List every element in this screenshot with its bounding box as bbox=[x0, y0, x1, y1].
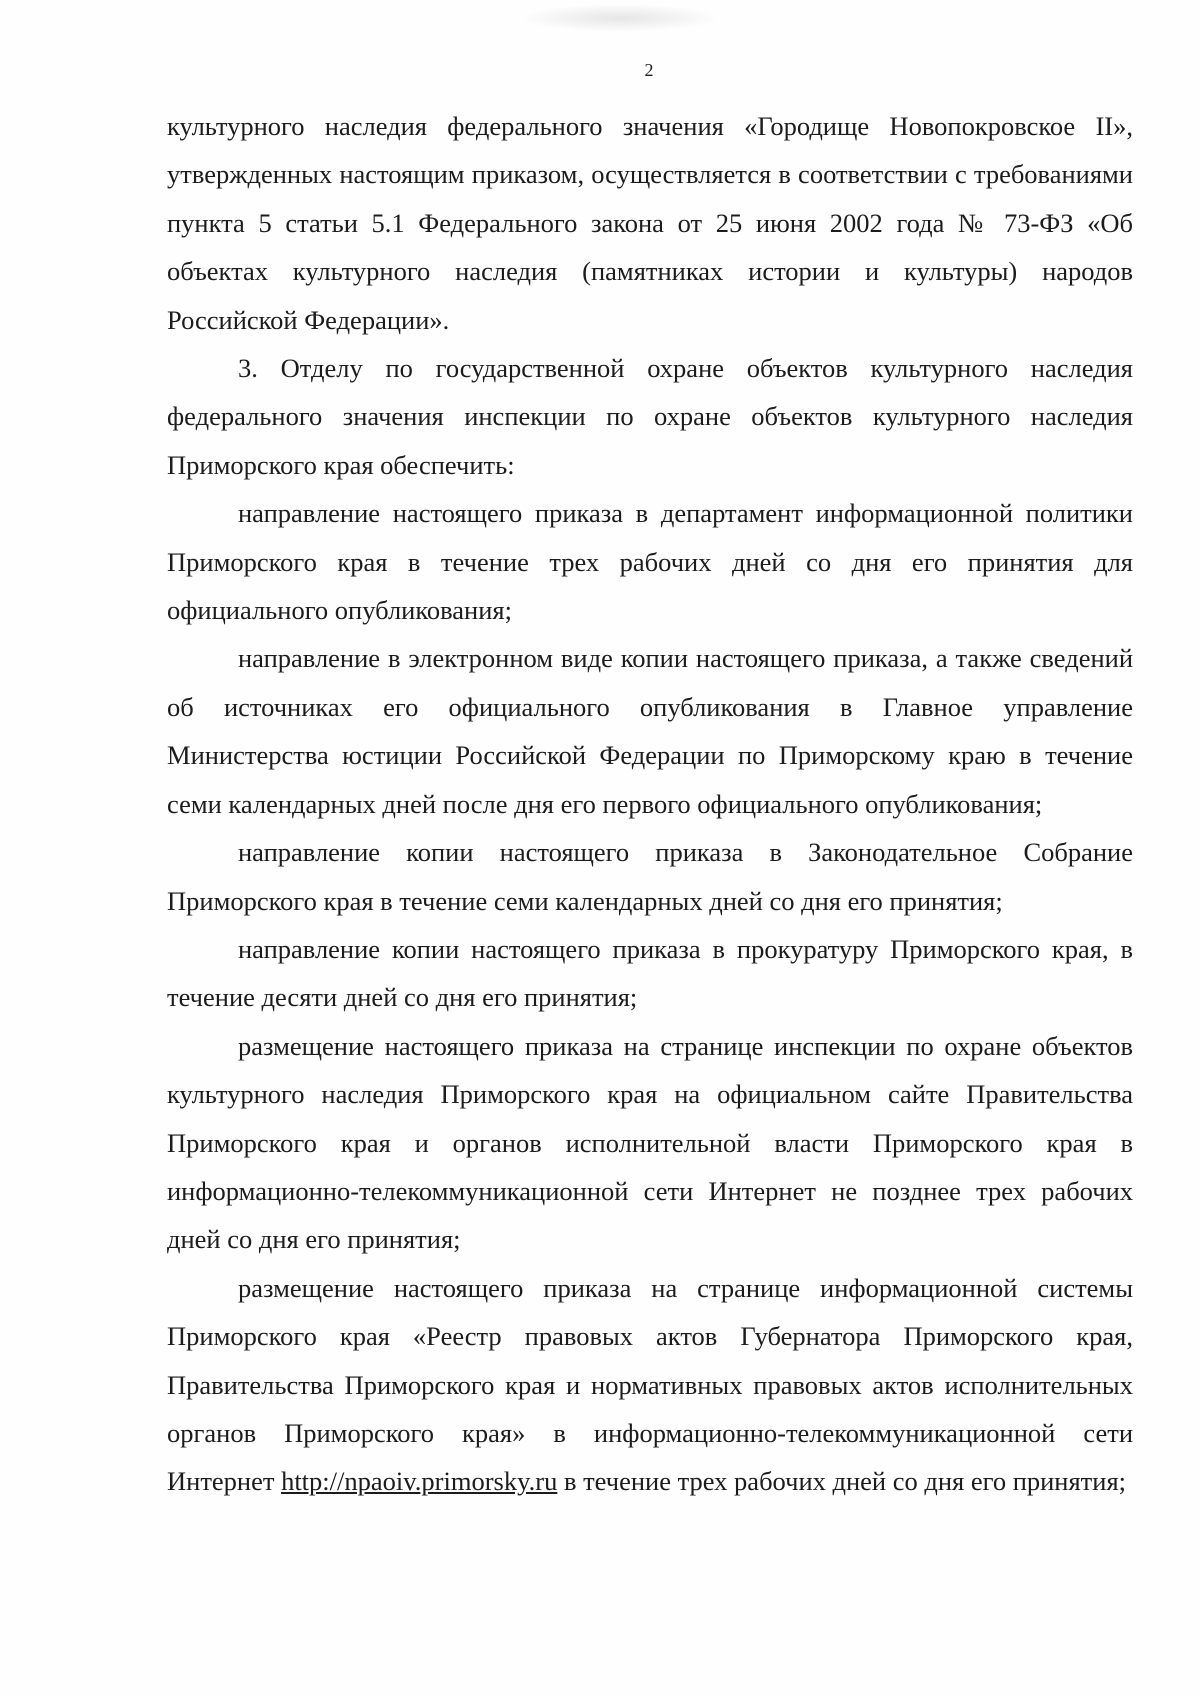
paragraph-subitem: направление в электронном виде копии настоящего приказа, а также сведений об источниках его официального опубликования в Главное управление Министерства юстиции Российской Федерации по Приморскому краю в течение семи календарных дней после дня его первого официального опубликования; bbox=[167, 643, 1133, 819]
paragraph-subitem-registry bbox=[167, 1264, 1133, 1506]
document-body bbox=[167, 102, 1133, 1506]
paragraph-subitem: направление копии настоящего приказа в Законодательное Собрание Приморского края в течение семи календарных дней со дня его принятия; bbox=[167, 837, 1133, 916]
paragraph-subitem: направление настоящего приказа в департамент информационной политики Приморского края в течение трех рабочих дней со дня его принятия для официального опубликования; bbox=[167, 498, 1133, 626]
registry-text-before-link: размещение настоящего приказа на странице информационной системы Приморского края «Реестр правовых актов Губернатора Приморского края, Правительства Приморского края и нормативных правовых актов исполнительных органов Приморского края» в информационно-телекоммуникационной сети Интернет bbox=[167, 1272, 1133, 1497]
paragraph-item-3: 3. Отделу по государственной охране объектов культурного наследия федерального значения инспекции по охране объектов культурного наследия Приморского края обеспечить: bbox=[167, 353, 1133, 480]
paragraph-continuation: культурного наследия федерального значения «Городище Новопокровское II», утвержденных настоящим приказом, осуществляется в соответствии с требованиями пункта 5 статьи 5.1 Федерального закона от 25 июня 2002 года № 73-ФЗ «Об объектах культурного наследия (памятниках истории и культуры) народов Российской Федерации». bbox=[167, 111, 1133, 335]
scan-artifact bbox=[520, 4, 720, 32]
page-number: 2 bbox=[644, 60, 654, 80]
registry-text-after-link: в течение трех рабочих дней со дня его принятия; bbox=[557, 1466, 1126, 1497]
paragraph-subitem: направление копии настоящего приказа в прокуратуру Приморского края, в течение десяти дней со дня его принятия; bbox=[167, 933, 1133, 1013]
paragraph-subitem: размещение настоящего приказа на странице инспекции по охране объектов культурного наследия Приморского края на официальном сайте Правительства Приморского края и органов исполнительной власти Приморского края в информационно-телекоммуникационной сети Интернет не позднее трех рабочих дней со дня его принятия; bbox=[167, 1030, 1133, 1255]
registry-link[interactable]: http://npaoiv.primorsky.ru bbox=[281, 1466, 558, 1497]
